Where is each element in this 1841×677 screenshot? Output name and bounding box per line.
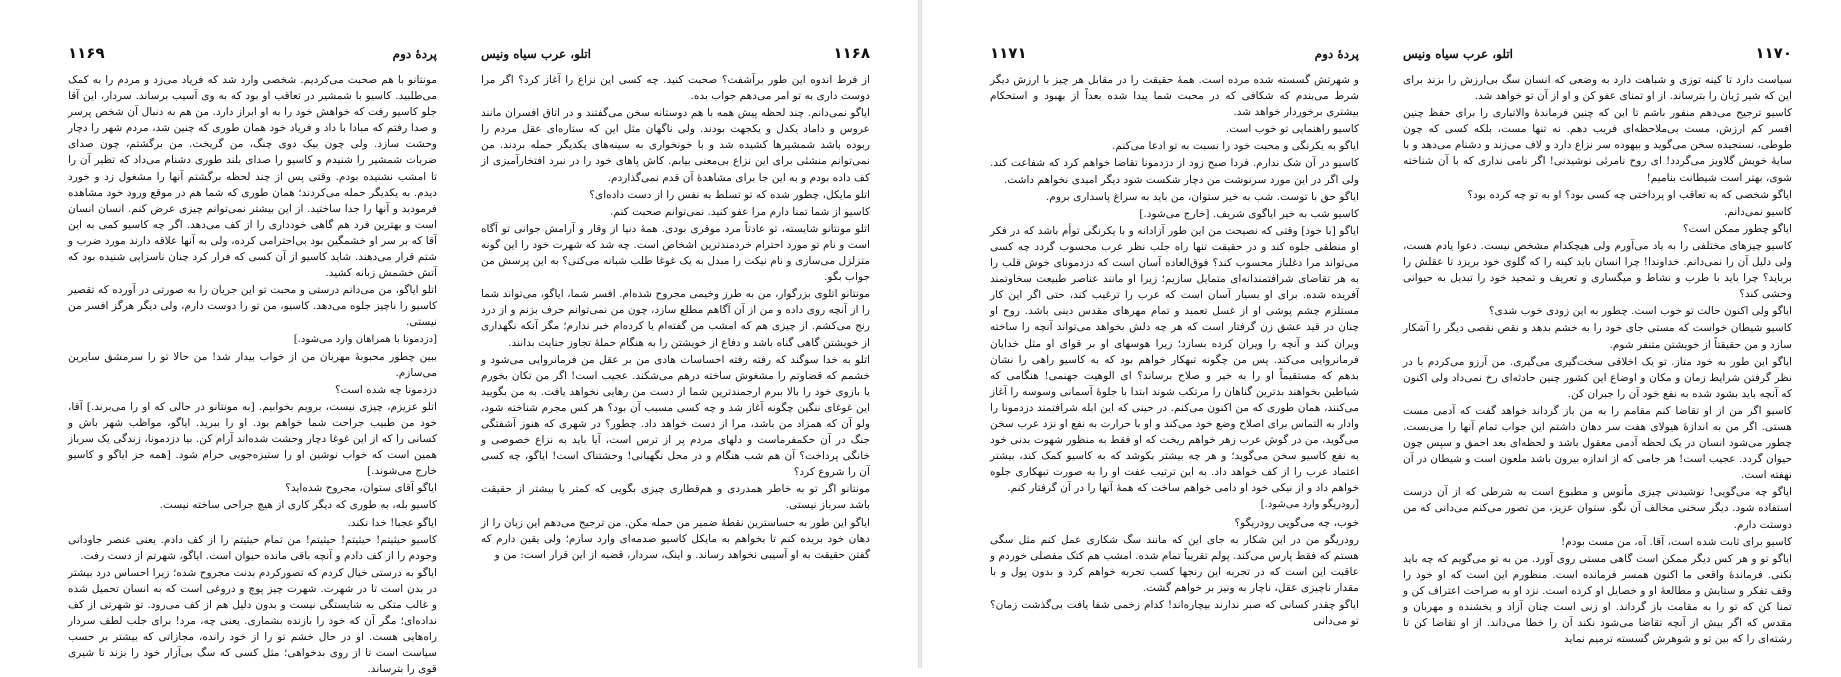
page-body	[990, 72, 1359, 629]
paragraph: رودریگو من در این شکار به جای این که مانند سگ شکاری عمل کنم مثل سگی هستم که فقط پارس می‌کند. پولم تقریباً تمام شده. امشب هم کتک مفصلی خوردم و عاقبت این است که در تجربه این رنجها کسب تجربه خواهم کرد و بدون پول و با مقدار ناچیزی عقل، ناچار به ونیز بر خواهم گشت.	[990, 533, 1359, 594]
paragraph: اتلو به خدا سوگند که رفته رفته احساسات هادی من بر عقل من فرمانروایی می‌شود و خشمم که قضاوتم را مشغوش ساخته درهم می‌شکند. عجیب است! اگر من تکان بخورم یا بازوی خود را بالا ببرم ارجمندترین شما از دست من رهایی نخواهد یافت. به من بگویید این غوغای ننگین چگونه آغاز شد و چه کسی مسبب آن بود؟ هر کس مجرم شناخته شود، ولو آن که همزاد من باشد، مرا از دست خواهد داد. چطور؟ در شهری که هنوز آشفتگی جنگ در آن حکمفرماست و دلهای مردم پر از ترس است، آیا باید به نزاع خصوصی و خانگی پرداخت؟ آن هم شب هنگام و در محل نگهبانی! وحشتناک است! ایاگو، چه کسی آن را شروع کرد؟	[481, 353, 870, 479]
paragraph: ایاگو شخصی که به تعاقب او پرداختی چه کسی بود؟ او به تو چه کرده بود؟	[1467, 188, 1792, 201]
page-body	[68, 72, 437, 677]
paragraph: کاسیو راهنمایی تو خوب است.	[1225, 123, 1359, 136]
page-1169	[0, 0, 459, 676]
paragraph: سیاست دارد تا کینه توزی و شباهت دارد به وضعی که انسان سگ بی‌ارزش را بزند برای این که شیر ژیان را بترساند. از او تمنای عفو کن و او از آن تو خواهد شد.	[1403, 74, 1792, 103]
paragraph: کاسیو شب به خیر ایاگوی شریف. [خارج می‌شود.]	[1139, 207, 1359, 220]
paragraph: مونتانو اتلوی بزرگوار، من به طرز وخیمی مجروح شده‌ام. افسر شما، ایاگو، می‌تواند شما را از آنچه روی داده و من از آن آگاهم مطلع سازد، چون من نمی‌توانم حرف بزنم و از درد رنج می‌کشم. از چیزی هم که امشب من گفته‌ام یا کرده‌ام خبر ندارم؛ مگر آنکه نگهداری از خویشتن گاهی گناه باشد و دفاع از خویشتن را به هنگام حملهٔ تجاوز جنایت بدانند.	[481, 288, 870, 349]
page-number: ۱۱۶۸	[833, 44, 870, 62]
paragraph: خوب، چه می‌گویی رودریگو؟	[1234, 516, 1359, 529]
book-spread-right	[922, 0, 1840, 668]
paragraph: کاسیو نمی‌دانم.	[1723, 205, 1792, 218]
paragraph: ایاگو [با خود] وقتی که نصیحت من این طور آزادانه و با یکرنگی توأم باشد که در فکر او منطقی جلوه کند و در حقیقت تنها راه جلب نظر عرب محسوب گردد چه کسی می‌تواند مرا دغلباز محسوب کند؟ فوق‌العاده آسان است که دزدمونای خوش قلب را به هر تقاضای شرافتمندانه‌ای متمایل سازیم؛ زیرا او مانند عناصر طبیعت سخاوتمند آفریده شده. برای او بسیار آسان است که عرب را ترغیب کند، حتی اگر این کار مستلزم چشم پوشی او از غسل تعمید و تمام مهرهای مقدس دینی باشد. روح او چنان در قید عشق زن گرفتار است که هر چه دلش بخواهد می‌تواند آنچه را ساخته ویران کند و آنچه را ویران کرده بسازد؛ زیرا هوسهای او بر قوای او مثل خدایان فرمانروایی می‌کند. پس من چگونه تبهکار خواهم بود که به کاسیو راهی را نشان بدهم که مستقیماً او را به خیر و صلاح برساند؟ ای الوهیت جهنمی! هنگامی که شیاطین بخواهند بدترین گناهان را مرتکب شوند ابتدا با جلوهٔ آسمانی وسوسه را آغاز می‌کنند، همان طوری که من اکنون می‌کنم. در حینی که این ابله شرافتمند دزدمونا را وادار به التماس برای اصلاح وضع خود می‌کند و او با حرارت به نفع او نزد عرب سخن می‌گوید، من در گوش عرب زهر خواهم ریخت که او فقط به منظور شهوت بدنی خود به نفع کاسیو سخن می‌گوید؛ و هر چه بیشتر بکوشد که به کاسیو کمک کند، بیشتر اعتماد عرب را از کف خواهد داد. به این ترتیب عفت او را به صورت تبهکاری جلوه خواهم داد و از نیکی خود او دامی خواهم ساخت که همهٔ آنها را در آن گرفتار کنم.	[990, 224, 1359, 495]
page-number: ۱۱۶۹	[68, 44, 105, 62]
page-number: ۱۱۷۰	[1755, 44, 1792, 62]
paragraph: ایاگو آقای ستوان، مجروح شده‌اید؟	[285, 482, 437, 495]
paragraph: اتلو مایکل، چطور شده که تو تسلط به نفس را از دست داده‌ای؟	[589, 188, 870, 201]
paragraph: ایاگو ولی اکنون حالت تو خوب است. چطور به این زودی خوب شدی؟	[1488, 305, 1792, 318]
paragraph: ایاگو به یکرنگی و محبت خود را نسبت به تو ادعا می‌کنم.	[1111, 140, 1359, 153]
stage-direction: [رودریگو وارد می‌شود.]	[1260, 499, 1359, 511]
paragraph: کاسیو شیطان خواست که مستی جای خود را به خشم بدهد و نقص نقصی دیگر را آشکار سازد و من حقیقتاً از خویشتن متنفر شوم.	[1403, 322, 1792, 351]
running-title: اتلو، عرب سیاه ونیس	[481, 47, 592, 61]
paragraph: ایاگو چه می‌گویی! نوشیدنی چیزی مأنوس و مطبوع است به شرطی که از آن درست استفاده شود. دیگر سخنی مخالف آن نگو. ستوان عزیز، من تصور می‌کنم می‌دانی که من دوستت دارم.	[1403, 486, 1792, 531]
paragraph: ایاگو تو و هر کس دیگر ممکن است گاهی مستی روی آورد. من به تو می‌گویم که چه باید بکنی. فرماندهٔ واقعی ما اکنون همسر فرمانده است. منظورم این است که او خود را وقف تفکر و ستایش و مطالعهٔ او و خصایل او کرده است. نزد او به صراحت اعتراف کن و تمنا کن که تو را به مقامت باز گرداند. او زنی است چنان آزاد و بخشنده و مهربان و مقدس که اگر بیش از آنچه تقاضا می‌شود نکند آن را خطا می‌داند. از او تقاضا کن تا رشته‌ای را که بین تو و شوهرش گسسته ترمیم نماید	[1403, 552, 1792, 646]
page-1171	[922, 0, 1381, 668]
paragraph: ایاگو این طور به حساسترین نقطهٔ ضمیر من حمله مکن. من ترجیح می‌دهم این زبان را از دهان خود بریده کنم تا بخواهم به مایکل کاسیو صدمه‌ای وارد سازم؛ ولی یقین دارم که گفتن حقیقت به او آسیبی نخواهد رساند. و اینک، سردار، قضیه از این قرار است: من و	[481, 516, 870, 561]
paragraph: کاسیو چیزهای مختلفی را به یاد می‌آورم ولی هیچکدام مشخص نیست. دعوا یادم هست، ولی دلیل آن را نمی‌دانم. خداوندا! چرا انسان باید کینه را که گلوی خود بریزد تا عقلش را برباید؟ چرا باید با طرب و نشاط و میگساری و تعریف و تمجید خود را تبدیل به حیوانی وحشی کند؟	[1403, 239, 1792, 301]
running-title: اتلو، عرب سیاه ونیس	[1403, 47, 1514, 61]
paragraph: ایاگو این طور به خود متاز. تو یک اخلاقی سخت‌گیری می‌گیری. من آرزو می‌کردم با در نظر گرفتن شرایط زمان و مکان و اوضاع این کشور چنین حادثه‌ای رخ نمی‌داد ولی اکنون که آنچه باید بشود شده به نفع خود آن را جبران کن.	[1403, 355, 1792, 400]
running-title: پردهٔ دوم	[392, 47, 437, 61]
running-head	[481, 44, 870, 62]
paragraph: کاسیو در آن شک ندارم. فردا صبح زود از دزدمونا تقاضا خواهم کرد که شفاعت کند. ولی اگر در این مورد سرنوشت من دچار شکست شود دیگر امیدی نخواهم داشت.	[990, 157, 1359, 186]
paragraph: ایاگو چطور ممکن است؟	[1682, 222, 1792, 235]
paragraph: ببین چطور محبوبهٔ مهربان من از خواب بیدار شد! من حالا تو را سرمشق سایرین می‌سازم.	[68, 350, 437, 379]
page-1168	[459, 0, 918, 668]
paragraph: ایاگو چقدر کسانی که صبر ندارند بیچاره‌اند! کدام زخمی شفا یافت بی‌گذشت زمان؟ تو می‌دانی	[990, 599, 1359, 628]
paragraph: ایاگو نمی‌دانم. چند لحظه پیش همه با هم دوستانه سخن می‌گفتند و در اتاق افسران مانند عروس و داماد یکدل و یکجهت بودند. ولی ناگهان مثل این که ستاره‌ای عقل مردم را ربوده باشد شمشیرها کشیده شد و با خونخواری به سینه‌های یکدیگر حمله بردند. من نمی‌توانم منشئی برای این نزاع بی‌معنی بیابم. کاش پاهای خود را در نبرد افتخارآمیزی از کف داده بودم و به این جا برای مشاهدهٔ آن قدم نمی‌گذاردم.	[481, 107, 870, 184]
paragraph: ایاگو عجبا! خدا نکند.	[347, 516, 437, 529]
book-spread-left	[0, 0, 918, 676]
running-head	[68, 44, 437, 62]
paragraph: مونتانو اگر تو به خاطر همدردی و هم‌قطاری چیزی بگویی که کمتر یا بیشتر از حقیقت باشد سرباز نیستی.	[481, 483, 870, 512]
paragraph: کاسیو برای ثابت شده است، آقا. آه، من مست بودم!	[1560, 535, 1792, 548]
paragraph: اتلو عزیزم، چیزی نیست، برویم بخوابیم. [به مونتانو در حالی که او را می‌برند.] آقا، خود من طبیب جراحت شما خواهم بود. او را ببرید. ایاگو، مواظب شهر باش و کسانی را که از این غوغا دچار وحشت شده‌اند آرام کن. بیا دزدمونا، زندگی یک سرباز همین است که خواب نوشین او را ستیزه‌جویی حرام شود. [همه جز ایاگو و کاسیو خارج می‌شوند.]	[68, 400, 437, 478]
page-body	[1403, 72, 1792, 647]
running-head	[990, 44, 1359, 62]
paragraph: از فرط اندوه این طور برآشفت؟ صحبت کنید. چه کسی این نزاع را آغاز کرد؟ اگر مرا دوست داری به تو امر می‌دهم جواب بده.	[481, 74, 870, 103]
paragraph: مونتانو با هم صحبت می‌کردیم. شخصی وارد شد که فریاد می‌زد و مردم را به کمک می‌طلبید. کاسیو با شمشیر در تعاقب او بود که به وی آسیب برساند. سردار، این آقا جلو کاسیو رفت که خواهش خود را به او ابراز دارد. من هم به دنبال آن شخص پرسر و صدا رفتم که مبادا با داد و فریاد خود همان طوری که چنین شد، مردم شهر را دچار وحشت سازد. ولی چون بیک دوی چنگ، من گریخت. من برگشتم، چون صدای ضربات شمشیر را شنیدم و کاسیو را صدای بلند طوری دشنام می‌داد که تظیر آن را تا امشب نشنیده بودم. وقتی پس از چند لحظه برگشتم آنها را مشغول زد و خورد دیدم. به یکدیگر حمله می‌کردند؛ همان طوری که شما هم در موقع ورود خود مشاهده فرمودید و آنها را جدا ساختید. از این بیشتر نمی‌توانم چیزی عرض کنم. انسان انسان است و بهترین فرد هم گاهی خودداری را از کف می‌دهد. اگر چه کاسیو کمی به این آقا که بر سر او خشمگین بود بی‌احترامی کرده، ولی به آنها علاقه دارند مورد ضرب و شتم قرار می‌دهند. شاید کاسیو از آن کسی که فرار کرد چنان ناسزایی شنیده بود که آتش خشمش زبانه کشید.	[68, 74, 437, 280]
page-1170	[1381, 0, 1840, 668]
paragraph: ایاگو حق با توست. شب به خیر ستوان، من باید به سراغ پاسداری بروم.	[1045, 190, 1359, 203]
stage-direction: [دزدمونا با همراهان وارد می‌شود.]	[293, 333, 437, 345]
paragraph: کاسیو اگر من از او تقاضا کنم مقامم را به من باز گرداند خواهد گفت که آدمی مست هستی. اگر من به اندازهٔ هیولای هفت سر دهان داشتم این جواب تمام آنها را می‌بست. چطور می‌شود انسان در یک لحظه آدمی معقول باشد و لحظه‌ای بعد احمق و سپس چون حیوان گردد. عجیب است! هر جامی که از اندازه بیرون باشد ملعون است و شیطان در آن نهفته است.	[1402, 404, 1792, 482]
paragraph: ایاگو به درستی خیال کردم که تصورکردم بدنت مجروح شده؛ زیرا احساس درد بیشتر در بدن است تا در شهرت. شهرت چیز پوچ و دروغی است که به انسان تحمیل شده و غالب متکی به شایستگی نیست و بدون دلیل هم از کف می‌رود. تو شهرتی از کف نداده‌ای؛ مگر آن که خود را بازنده بشماری. یعنی چه، مرد! برای جلب لطف سردار راه‌هایی هست. او در حال خشم تو را از خود رانده، مجازاتی که بیشتر بر حسب سیاست است تا از روی بدخواهی؛ مثل کسی که سگ بی‌آزار خود را بزند تا شیری قوی را بترساند.	[68, 566, 437, 676]
paragraph: دزدمونا چه شده است؟	[334, 383, 437, 396]
paragraph: کاسیو ترجیح می‌دهم منفور باشم تا این که چنین فرماندهٔ والاتباری را برای حفظ چنین افسر کم ارزش، مست بی‌ملاحظه‌ای فریب دهم. نه تنها مست، بلکه کسی که چون طوطی، نسنجیده سخن می‌گوید و بیهوده سر نزاع دارد و لاف می‌زند و دشنام می‌دهد و با سایهٔ خویش گلاویز می‌گردد! ای روح نامرئی نوشیدنی! اگر نامی نداری که با آن شناخته شوی، بهتر است شیطانت بنامیم!	[1403, 107, 1792, 184]
paragraph: کاسیو بله، به طوری که دیگر کاری از هیچ جراحی ساخته نیست.	[159, 499, 437, 512]
paragraph: اتلو ایاگو، من می‌دانم درستی و محبت تو این جریان را به صورتی در آورده که تقصیر کاسیو را ناچیز جلوه می‌دهد. کاسیو، من تو را دوست دارم، ولی دیگر هرگز افسر من نیستی.	[68, 284, 437, 329]
paragraph: اتلو مونتانو شایسته، تو عادتاً مرد موقری بودی. همهٔ دنیا از وقار و آرامش جوانی تو آگاه است و نام تو مورد احترام خردمندترین اشخاص است. چه شد که شهرت خود را این گونه متزلزل می‌سازی و نام نیکت را مبدل به یک غوغا طلب شبانه می‌کنی؟ به این پرسش من جواب بگو.	[481, 222, 870, 284]
paragraph: کاسیو از شما تمنا دارم مرا عفو کنید. نمی‌توانم صحبت کنم.	[610, 205, 870, 218]
paragraph: کاسیو حیثیتم! حیثیتم! حیثیتم! من تمام حیثیتم را از کف دادم. یعنی عنصر جاودانی وجودم را از کف دادم و آنچه باقی مانده حیوان است. ایاگو، شهرتم از دست رفت.	[68, 533, 437, 562]
page-body	[481, 72, 870, 563]
page-number: ۱۱۷۱	[990, 44, 1027, 62]
running-title: پردهٔ دوم	[1314, 47, 1359, 61]
paragraph: و شهرتش گسسته شده مرده است. همهٔ حقیقت را در مقابل هر چیز با ارزش دیگر شرط می‌بندم که شکافی که در محبت شما پیدا شده بعداً از بهبود و استحکام بیشتری برخوردار خواهد شد.	[990, 74, 1359, 119]
running-head	[1403, 44, 1792, 62]
